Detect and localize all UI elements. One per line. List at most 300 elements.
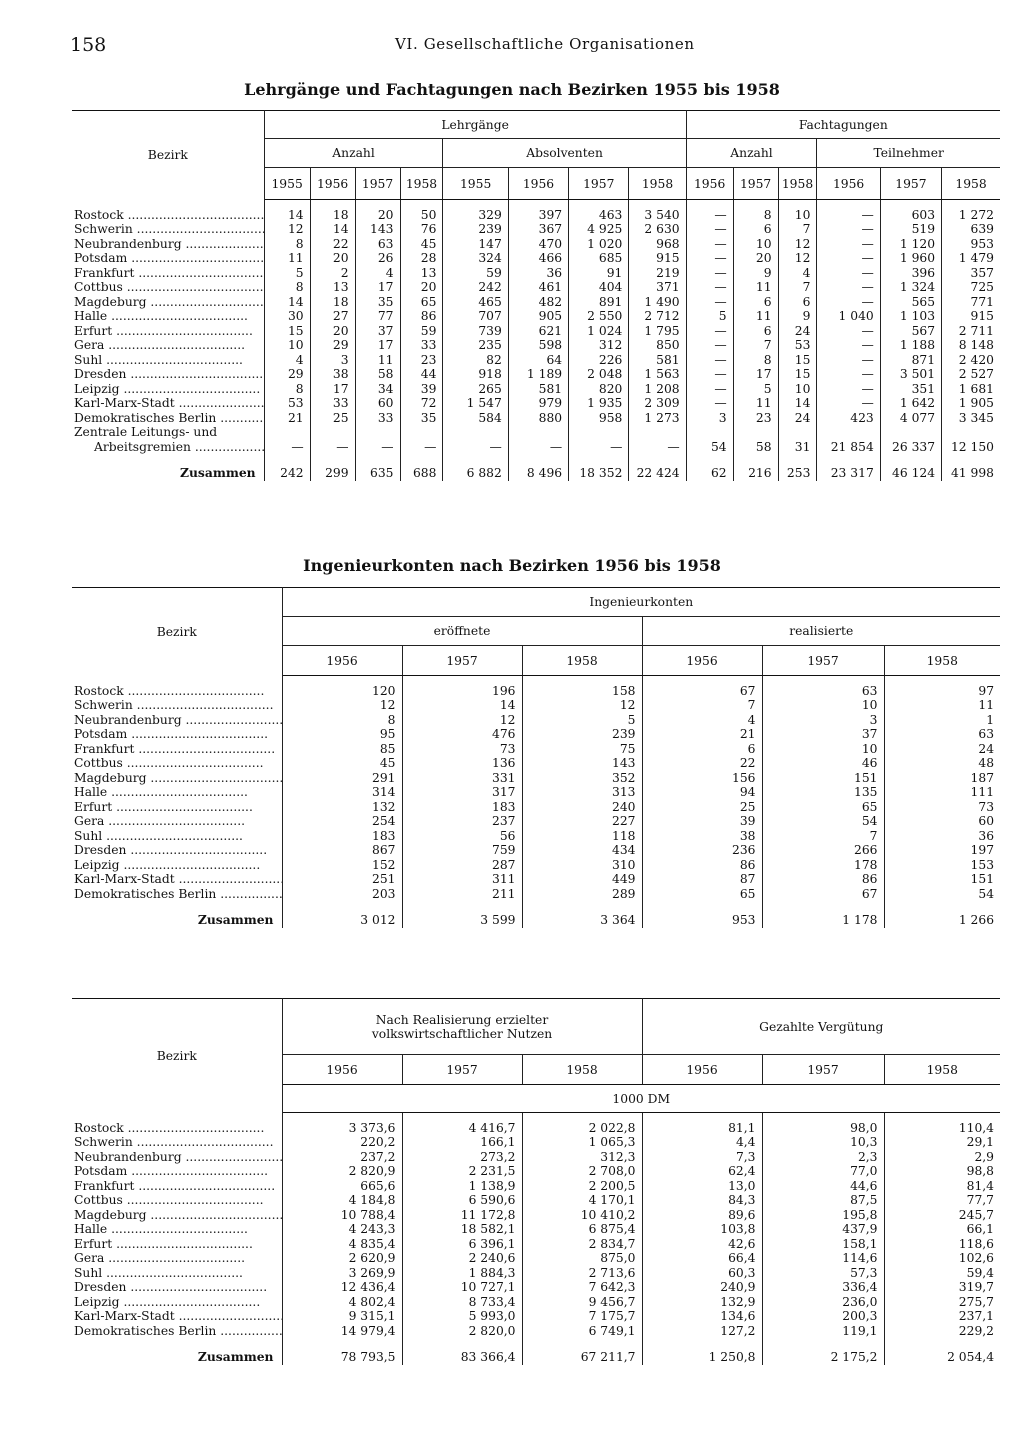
cell-value: 197	[970, 843, 995, 857]
cell-value: 331	[402, 771, 522, 786]
cell-value: 2 022,8	[522, 1121, 642, 1136]
cell-value: 396	[880, 266, 941, 281]
cell-value: 87,5	[762, 1193, 884, 1208]
table-row	[72, 1309, 1000, 1324]
cell-value: 31	[778, 440, 817, 455]
row-name: Schwerin .....	[74, 222, 264, 236]
lehrgaenge-table	[72, 110, 1000, 481]
cell-value: 36	[508, 266, 568, 281]
cell-value: 2 309	[629, 396, 686, 411]
table-row	[72, 367, 1000, 382]
row-name: Suhl .....	[74, 353, 243, 367]
row-name: Halle .....	[74, 309, 248, 323]
cell-value: —	[817, 353, 880, 368]
cell-value: 4 802,4	[282, 1295, 402, 1310]
cell-value: 132	[282, 800, 402, 815]
cell-value: 143	[522, 756, 642, 771]
table-row	[72, 756, 1000, 771]
cell-value: 12 150	[950, 439, 994, 454]
cell-value: 98,8	[966, 1164, 995, 1178]
cell-value: 7	[778, 280, 817, 295]
cell-value: 94	[642, 785, 762, 800]
cell-value: 8	[733, 208, 778, 223]
total-value: 83 366,4	[402, 1350, 522, 1365]
total-value: 953	[642, 913, 762, 928]
cell-value: 867	[282, 843, 402, 858]
row-name: Demokratisches Berlin .....	[74, 411, 264, 425]
cell-value: 1 490	[629, 295, 686, 310]
cell-value: 6 590,6	[402, 1193, 522, 1208]
row-label	[72, 800, 282, 815]
cell-value: 891	[569, 295, 629, 310]
cell-value: 639	[970, 222, 994, 236]
row-label	[72, 1208, 282, 1223]
cell-value: 82	[443, 353, 508, 368]
cell-value: 11	[733, 280, 778, 295]
cell-value: 2 240,6	[402, 1251, 522, 1266]
cell-value: 63	[355, 237, 400, 252]
row-label	[72, 858, 282, 873]
cell-value: 880	[508, 411, 568, 426]
cell-value: 53	[778, 338, 817, 353]
cell-value: 14 979,4	[282, 1324, 402, 1339]
total-label: Zusammen	[72, 466, 264, 481]
cell-value: 1 479	[958, 251, 994, 265]
cell-value: 12	[264, 222, 310, 237]
cell-value: 239	[522, 727, 642, 742]
cell-value: 187	[970, 770, 995, 785]
cell-value: —	[686, 338, 733, 353]
cell-value: —	[817, 208, 880, 223]
cell-value: 291	[282, 771, 402, 786]
cell-empty	[443, 425, 508, 440]
table-row	[72, 251, 1000, 266]
cell-value: 7	[778, 222, 817, 237]
cell-value: 9 315,1	[282, 1309, 402, 1324]
cell-value: 482	[508, 295, 568, 310]
cell-value: 4	[264, 353, 310, 368]
cell-value: 236,0	[762, 1295, 884, 1310]
nutzen-line1: Nach Realisierung erzielter	[375, 1012, 549, 1027]
cell-value: 36	[978, 828, 995, 843]
cell-value: 183	[282, 829, 402, 844]
nutzen-verguetung-table	[72, 998, 1000, 1365]
cell-value: 1 960	[880, 251, 941, 266]
cell-value: 1 884,3	[402, 1266, 522, 1281]
cell-value: 29,1	[966, 1135, 995, 1149]
cell-value: 85	[282, 742, 402, 757]
cell-value: —	[817, 266, 880, 281]
cell-value: 58	[355, 367, 400, 382]
cell-value: 254	[282, 814, 402, 829]
year-header: 1958	[884, 1055, 1000, 1085]
row-name: Magdeburg .....	[74, 295, 264, 309]
cell-empty	[400, 425, 443, 440]
cell-value: 21	[642, 727, 762, 742]
cell-value: 17	[355, 338, 400, 353]
cell-value: 397	[508, 208, 568, 223]
cell-value: 134,6	[642, 1309, 762, 1324]
cell-value: 219	[629, 266, 686, 281]
cell-value: 127,2	[642, 1324, 762, 1339]
cell-value: 48	[978, 756, 995, 770]
cell-value: —	[569, 440, 629, 455]
cell-value: 581	[629, 353, 686, 368]
cell-value: 10 410,2	[522, 1208, 642, 1223]
cell-value: 7 642,3	[522, 1280, 642, 1295]
table-row	[72, 858, 1000, 873]
row-label	[72, 785, 282, 800]
cell-value: 102,6	[958, 1251, 995, 1265]
cell-value: 183	[402, 800, 522, 815]
cell-value: 240	[522, 800, 642, 815]
cell-value: 2 708,0	[522, 1164, 642, 1179]
cell-value: 12	[522, 698, 642, 713]
total-value: 23 317	[817, 466, 880, 481]
cell-value: 3 345	[958, 410, 994, 425]
cell-value: 17	[310, 382, 355, 397]
cell-value: 1	[986, 712, 995, 727]
cell-value: 581	[508, 382, 568, 397]
cell-value: 236	[642, 843, 762, 858]
cell-value: —	[817, 251, 880, 266]
row-label	[72, 684, 282, 699]
cell-value: 9 456,7	[522, 1295, 642, 1310]
year-header: 1957	[569, 168, 629, 200]
cell-value: 463	[569, 208, 629, 223]
row-name: Karl-Marx-Stadt .....	[74, 1309, 282, 1323]
cell-value: 29	[264, 367, 310, 382]
year-header: 1956	[310, 168, 355, 200]
year-header: 1956	[282, 646, 402, 676]
cell-value: 470	[508, 237, 568, 252]
cell-value: —	[629, 440, 686, 455]
cell-value: 12	[778, 237, 817, 252]
year-header: 1956	[642, 646, 762, 676]
row-label	[72, 1164, 282, 1179]
cell-value: 1 208	[629, 382, 686, 397]
row-label	[72, 208, 264, 223]
cell-value: 237,1	[958, 1309, 995, 1323]
cell-value: 5	[522, 713, 642, 728]
table-row	[72, 727, 1000, 742]
row-name: Erfurt .....	[74, 800, 253, 814]
cell-value: 1 547	[443, 396, 508, 411]
cell-value: 151	[970, 872, 995, 886]
row-name: Karl-Marx-Stadt .....	[74, 872, 282, 886]
row-label	[72, 727, 282, 742]
cell-value: 465	[443, 295, 508, 310]
cell-value: 25	[310, 411, 355, 426]
cell-value: 23	[733, 411, 778, 426]
cell-value: —	[686, 251, 733, 266]
year-header: 1957	[762, 1055, 884, 1085]
cell-value: 23	[400, 353, 443, 368]
cell-value: 725	[970, 280, 994, 294]
cell-value: 245,7	[958, 1207, 995, 1222]
row-name: Dresden .....	[74, 367, 264, 381]
table-row	[72, 295, 1000, 310]
total-value: 46 124	[880, 466, 941, 481]
cell-value: 953	[970, 236, 994, 251]
cell-value: 2 820,0	[402, 1324, 522, 1339]
cell-value: 621	[508, 324, 568, 339]
bezirk-header: Bezirk	[72, 111, 264, 200]
cell-value: 4,4	[642, 1135, 762, 1150]
cell-value: 81,1	[642, 1121, 762, 1136]
row-label	[72, 843, 282, 858]
cell-value: —	[310, 440, 355, 455]
cell-value: 275,7	[958, 1294, 995, 1309]
cell-value: 14	[310, 222, 355, 237]
row-name: Potsdam .....	[74, 1164, 268, 1178]
table-row	[72, 338, 1000, 353]
cell-value: —	[817, 324, 880, 339]
cell-value: 14	[778, 396, 817, 411]
table-row	[72, 843, 1000, 858]
table-row	[72, 1179, 1000, 1194]
cell-value: 317	[402, 785, 522, 800]
row-label	[72, 251, 264, 266]
cell-value: 21 854	[817, 440, 880, 455]
cell-value: 156	[642, 771, 762, 786]
row-name: Erfurt .....	[74, 324, 253, 338]
cell-value: 87	[642, 872, 762, 887]
row-label	[72, 742, 282, 757]
cell-value: 434	[522, 843, 642, 858]
cell-value: 66,1	[966, 1222, 995, 1236]
row-label	[72, 1309, 282, 1324]
row-name: Suhl .....	[74, 1266, 243, 1280]
cell-value: 227	[522, 814, 642, 829]
cell-value: 22	[642, 756, 762, 771]
cell-value: 266	[762, 843, 884, 858]
cell-value: 4 835,4	[282, 1237, 402, 1252]
cell-value: —	[686, 353, 733, 368]
year-header: 1955	[264, 168, 310, 200]
cell-value: 7,3	[642, 1150, 762, 1165]
total-value: 18 352	[569, 466, 629, 481]
cell-value: 18	[310, 208, 355, 223]
cell-value: —	[686, 382, 733, 397]
cell-value: 8 733,4	[402, 1295, 522, 1310]
cell-value: 60	[355, 396, 400, 411]
cell-value: 136	[402, 756, 522, 771]
total-value: 62	[686, 466, 733, 481]
cell-value: 476	[402, 727, 522, 742]
table-row	[72, 440, 1000, 455]
year-header: 1955	[443, 168, 508, 200]
row-name: Halle .....	[74, 785, 248, 799]
row-name: Demokratisches Berlin .....	[74, 1324, 282, 1338]
row-label	[72, 440, 264, 455]
row-label	[72, 237, 264, 252]
table-row	[72, 396, 1000, 411]
row-label	[72, 411, 264, 426]
cell-value: 312,3	[522, 1150, 642, 1165]
year-header: 1956	[642, 1055, 762, 1085]
year-header: 1957	[402, 1055, 522, 1085]
cell-value: 26	[355, 251, 400, 266]
anzahl-header: Anzahl	[264, 139, 443, 168]
cell-value: 33	[355, 411, 400, 426]
cell-value: —	[817, 367, 880, 382]
cell-value: 519	[880, 222, 941, 237]
cell-value: 905	[508, 309, 568, 324]
cell-value: 29	[310, 338, 355, 353]
year-header: 1957	[402, 646, 522, 676]
cell-value: 13,0	[642, 1179, 762, 1194]
cell-empty	[686, 425, 733, 440]
cell-value: —	[400, 440, 443, 455]
table-row	[72, 1135, 1000, 1150]
cell-value: 4 416,7	[402, 1121, 522, 1136]
table1-title: Lehrgänge und Fachtagungen nach Bezirken 1955 bis 1958	[244, 80, 780, 99]
cell-value: —	[817, 295, 880, 310]
year-header: 1958	[884, 646, 1000, 676]
cell-value: 2 820,9	[282, 1164, 402, 1179]
total-value: 2 175,2	[762, 1350, 884, 1365]
year-header: 1958	[522, 646, 642, 676]
total-value: 635	[355, 466, 400, 481]
cell-value: 63	[762, 684, 884, 699]
cell-value: 63	[978, 727, 995, 741]
cell-value: 565	[880, 295, 941, 310]
cell-value: 820	[569, 382, 629, 397]
cell-value: 81,4	[966, 1178, 995, 1193]
cell-value: 229,2	[958, 1323, 995, 1338]
row-label	[72, 295, 264, 310]
nutzen-line2: volkswirtschaftlicher Nutzen	[371, 1026, 553, 1041]
unit-header: 1000 DM	[282, 1085, 1000, 1113]
cell-value: 111	[970, 785, 995, 799]
cell-value: 1 024	[569, 324, 629, 339]
cell-value: 11 172,8	[402, 1208, 522, 1223]
cell-value: —	[817, 396, 880, 411]
cell-value: 119,1	[762, 1324, 884, 1339]
table2-title: Ingenieurkonten nach Bezirken 1956 bis 1958	[303, 556, 721, 575]
row-name: Gera .....	[74, 814, 245, 828]
row-name: Leipzig .....	[74, 382, 260, 396]
table-row	[72, 829, 1000, 844]
cell-value: 237	[402, 814, 522, 829]
row-name: Cottbus .....	[74, 280, 264, 294]
cell-value: 239	[443, 222, 508, 237]
cell-value: 371	[629, 280, 686, 295]
cell-value: 265	[443, 382, 508, 397]
cell-value: 95	[282, 727, 402, 742]
row-name: Halle .....	[74, 1222, 248, 1236]
row-label	[72, 425, 264, 440]
cell-value: 3 373,6	[282, 1121, 402, 1136]
cell-value: 211	[402, 887, 522, 902]
cell-value: 12	[282, 698, 402, 713]
table-row	[72, 1266, 1000, 1281]
cell-value: 39	[642, 814, 762, 829]
anzahl-f-header: Anzahl	[686, 139, 817, 168]
row-label	[72, 1237, 282, 1252]
cell-value: 2 620,9	[282, 1251, 402, 1266]
cell-value: 1 681	[958, 381, 994, 396]
year-header: 1957	[762, 646, 884, 676]
cell-value: 143	[355, 222, 400, 237]
row-label	[72, 1295, 282, 1310]
cell-value: 27	[310, 309, 355, 324]
cell-value: 33	[400, 338, 443, 353]
table-row	[72, 1237, 1000, 1252]
cell-value: 6	[642, 742, 762, 757]
cell-value: 65	[400, 295, 443, 310]
total-value: 3 012	[282, 913, 402, 928]
cell-value: 7 175,7	[522, 1309, 642, 1324]
total-value: 216	[733, 466, 778, 481]
cell-value: 12	[402, 713, 522, 728]
cell-value: 196	[402, 684, 522, 699]
cell-value: 6	[733, 295, 778, 310]
cell-value: 685	[569, 251, 629, 266]
cell-value: 2 630	[629, 222, 686, 237]
total-label: Zusammen	[72, 1350, 282, 1365]
cell-value: 151	[762, 771, 884, 786]
cell-value: 220,2	[282, 1135, 402, 1150]
row-label	[72, 1324, 282, 1339]
table-row	[72, 309, 1000, 324]
cell-value: 6	[778, 295, 817, 310]
table-row	[72, 208, 1000, 223]
cell-value: 24	[778, 411, 817, 426]
cell-value: 86	[400, 309, 443, 324]
cell-value: 707	[443, 309, 508, 324]
cell-value: 24	[778, 324, 817, 339]
cell-value: 10	[762, 742, 884, 757]
cell-value: 598	[508, 338, 568, 353]
cell-value: 7	[762, 829, 884, 844]
cell-value: 567	[880, 324, 941, 339]
year-header: 1958	[629, 168, 686, 200]
cell-value: 1 103	[880, 309, 941, 324]
cell-value: 75	[522, 742, 642, 757]
cell-value: 10	[264, 338, 310, 353]
cell-value: 24	[978, 741, 995, 756]
row-label	[72, 756, 282, 771]
row-label	[72, 382, 264, 397]
cell-value: 312	[569, 338, 629, 353]
row-label	[72, 713, 282, 728]
cell-value: 62,4	[642, 1164, 762, 1179]
cell-value: 871	[880, 353, 941, 368]
cell-value: 8	[264, 280, 310, 295]
cell-empty	[880, 425, 941, 440]
cell-value: 313	[522, 785, 642, 800]
row-name: Cottbus .....	[74, 756, 264, 770]
cell-value: 311	[402, 872, 522, 887]
row-name: Zentrale Leitungs- und	[74, 425, 218, 439]
year-header: 1957	[880, 168, 941, 200]
cell-value: 915	[970, 309, 994, 323]
cell-value: 6	[733, 222, 778, 237]
row-label	[72, 353, 264, 368]
row-name: Erfurt .....	[74, 1237, 253, 1251]
table-row	[72, 872, 1000, 887]
cell-value: 6 749,1	[522, 1324, 642, 1339]
cell-value: —	[686, 367, 733, 382]
cell-value: 251	[282, 872, 402, 887]
cell-value: 4	[355, 266, 400, 281]
cell-value: 13	[400, 266, 443, 281]
row-name: Frankfurt .....	[74, 1179, 275, 1193]
row-name: Dresden .....	[74, 843, 267, 857]
cell-value: 237,2	[282, 1150, 402, 1165]
